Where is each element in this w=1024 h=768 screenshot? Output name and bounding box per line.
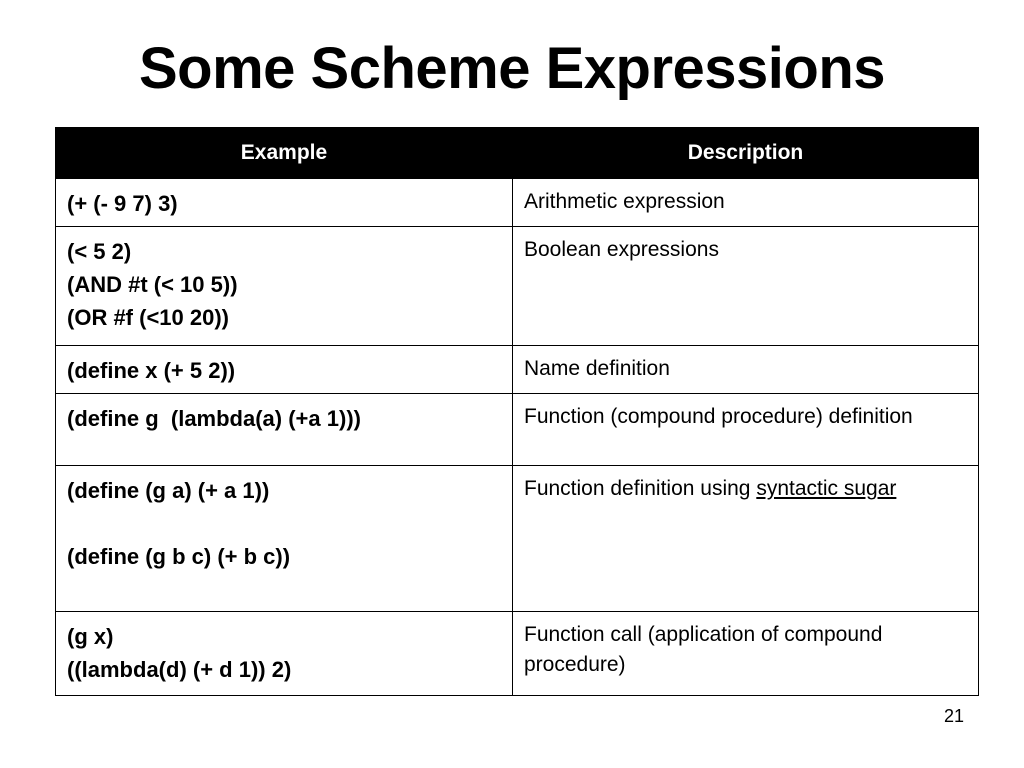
header-description: Description [513,128,979,179]
table-row [56,179,979,227]
example-code: (< 5 2) [67,239,132,264]
example-code: (g x) [67,624,114,649]
description-cell: Function call (application of compound procedure) [513,612,979,696]
syntactic-sugar-link[interactable]: syntactic sugar [756,477,897,500]
table-row [56,394,979,466]
example-code: (OR #f (<10 20)) [67,305,229,330]
table-header-row [56,128,979,179]
description-cell: Arithmetic expression [513,179,979,227]
example-code: ((lambda(d) (+ d 1)) 2) [67,657,292,682]
slide-title: Some Scheme Expressions [138,36,886,101]
example-code: (define x (+ 5 2)) [67,358,236,383]
description-cell [513,466,979,612]
page-number: 21 [943,706,964,726]
example-cell [56,394,513,466]
example-code: (AND #t (< 10 5)) [67,272,238,297]
table-row [56,612,979,696]
description-cell: Name definition [513,346,979,394]
example-cell [56,179,513,227]
example-cell [56,346,513,394]
example-cell [56,466,513,612]
example-cell [56,227,513,346]
description-cell: Boolean expressions [513,227,979,346]
example-cell [56,612,513,696]
example-code: (define (g a) (+ a 1)) [67,478,270,503]
expressions-table [55,127,979,696]
table-row [56,346,979,394]
description-text: Function definition using [524,477,757,500]
example-code: (define g (lambda(a) (+a 1))) [67,406,361,431]
table-row [56,227,979,346]
example-code: (define (g b c) (+ b c)) [67,544,291,569]
example-code: (+ (- 9 7) 3) [67,191,178,216]
description-cell: Function (compound procedure) definition [513,394,979,466]
header-example: Example [56,128,513,179]
spacer [67,507,502,540]
table-row [56,466,979,612]
